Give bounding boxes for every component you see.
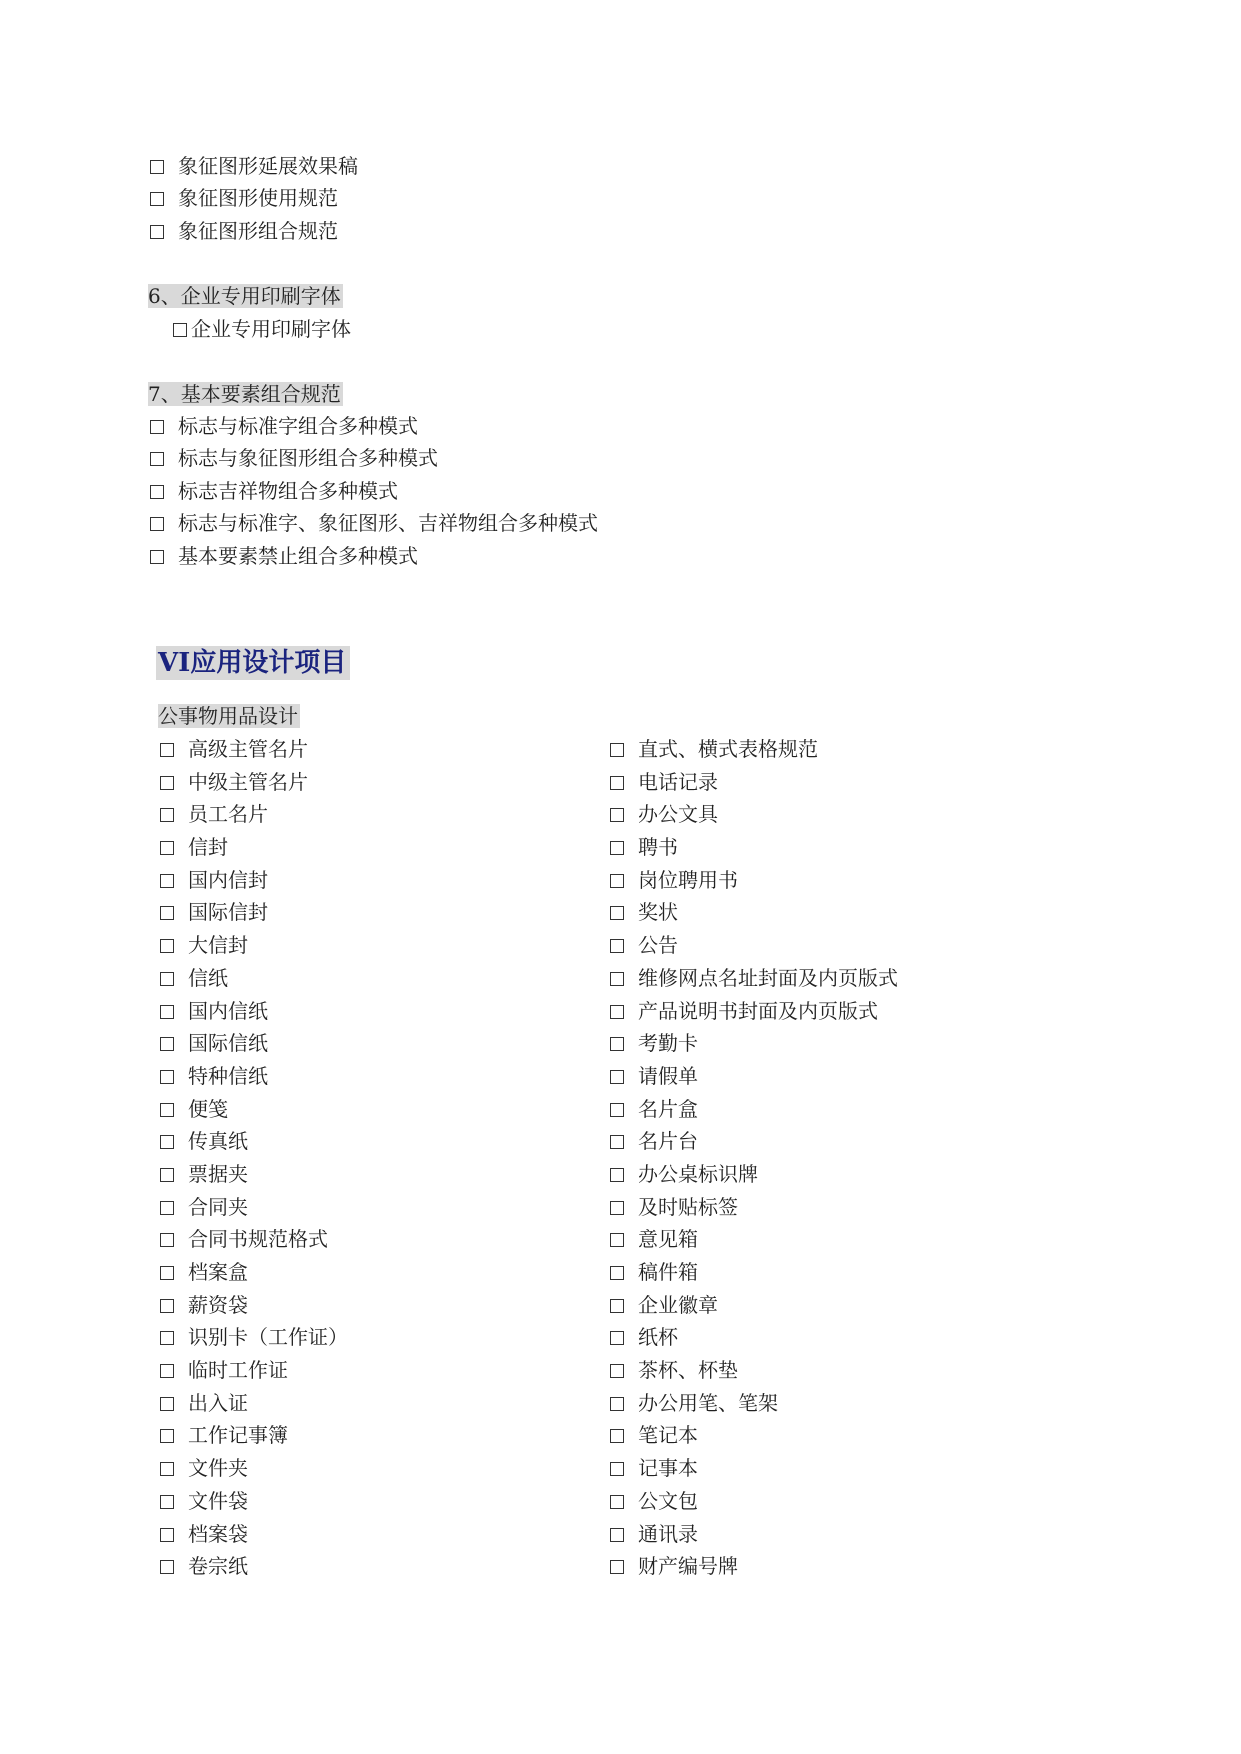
list-item: 纸杯 — [610, 1321, 898, 1354]
checkbox-icon — [160, 1528, 174, 1542]
list-item: 特种信纸 — [160, 1060, 348, 1093]
list-item: 茶杯、杯垫 — [610, 1354, 898, 1387]
list-item: 维修网点名址封面及内页版式 — [610, 962, 898, 995]
list-item: 标志吉祥物组合多种模式 — [150, 478, 398, 504]
list-item: 象征图形使用规范 — [150, 185, 338, 211]
list-item: 出入证 — [160, 1387, 348, 1420]
checkbox-icon — [160, 1070, 174, 1084]
checkbox-icon — [610, 1266, 624, 1280]
checkbox-icon — [160, 1103, 174, 1117]
checkbox-icon — [610, 1103, 624, 1117]
list-item: 文件夹 — [160, 1452, 348, 1485]
checkbox-icon — [610, 808, 624, 822]
list-item: 公告 — [610, 929, 898, 962]
list-item: 聘书 — [610, 831, 898, 864]
checkbox-icon — [610, 1005, 624, 1019]
list-item: 合同书规范格式 — [160, 1223, 348, 1256]
checkbox-icon — [610, 874, 624, 888]
checkbox-icon — [610, 1168, 624, 1182]
checkbox-icon — [610, 939, 624, 953]
list-item: 企业徽章 — [610, 1289, 898, 1322]
list-item: 国际信纸 — [160, 1027, 348, 1060]
checkbox-icon — [160, 1429, 174, 1443]
list-item: 记事本 — [610, 1452, 898, 1485]
checkbox-icon — [160, 743, 174, 757]
checkbox-icon — [160, 1495, 174, 1509]
checkbox-icon — [160, 1168, 174, 1182]
checkbox-icon — [150, 225, 164, 239]
checkbox-icon — [160, 1201, 174, 1215]
checkbox-icon — [160, 1397, 174, 1411]
checkbox-icon — [150, 160, 164, 174]
list-item: 国内信纸 — [160, 995, 348, 1028]
list-item: 国内信封 — [160, 864, 348, 897]
list-item: 办公文具 — [610, 798, 898, 831]
list-item: 考勤卡 — [610, 1027, 898, 1060]
checkbox-icon — [160, 972, 174, 986]
checkbox-icon — [160, 1135, 174, 1149]
list-item: 传真纸 — [160, 1125, 348, 1158]
checkbox-icon — [610, 1331, 624, 1345]
list-item: 文件袋 — [160, 1485, 348, 1518]
list-item: 中级主管名片 — [160, 766, 348, 799]
list-item: 信纸 — [160, 962, 348, 995]
checkbox-icon — [610, 1135, 624, 1149]
list-item: 标志与标准字组合多种模式 — [150, 413, 418, 439]
list-item: 大信封 — [160, 929, 348, 962]
checkbox-icon — [160, 1037, 174, 1051]
list-item: 档案盒 — [160, 1256, 348, 1289]
checkbox-icon — [160, 1560, 174, 1574]
checkbox-icon — [160, 776, 174, 790]
list-item: 国际信封 — [160, 896, 348, 929]
checkbox-icon — [610, 906, 624, 920]
list-item: 直式、横式表格规范 — [610, 733, 898, 766]
list-item: 岗位聘用书 — [610, 864, 898, 897]
checkbox-icon — [150, 420, 164, 434]
checkbox-icon — [160, 1233, 174, 1247]
list-item: 办公用笔、笔架 — [610, 1387, 898, 1420]
checkbox-icon — [610, 841, 624, 855]
checkbox-icon — [610, 1429, 624, 1443]
list-item: 企业专用印刷字体 — [173, 316, 351, 342]
checkbox-icon — [150, 452, 164, 466]
checkbox-icon — [610, 1397, 624, 1411]
page-title: VI应用设计项目 — [156, 646, 350, 680]
checkbox-icon — [160, 1462, 174, 1476]
list-item: 票据夹 — [160, 1158, 348, 1191]
checkbox-icon — [160, 906, 174, 920]
list-item: 卷宗纸 — [160, 1550, 348, 1583]
list-item: 及时贴标签 — [610, 1191, 898, 1224]
checkbox-icon — [160, 1005, 174, 1019]
list-item: 象征图形延展效果稿 — [150, 153, 358, 179]
list-item: 合同夹 — [160, 1191, 348, 1224]
checkbox-icon — [610, 743, 624, 757]
checkbox-icon — [150, 517, 164, 531]
list-item: 临时工作证 — [160, 1354, 348, 1387]
list-item: 笔记本 — [610, 1419, 898, 1452]
list-item: 识别卡（工作证） — [160, 1321, 348, 1354]
list-item: 通讯录 — [610, 1518, 898, 1551]
list-item: 请假单 — [610, 1060, 898, 1093]
list-item: 标志与标准字、象征图形、吉祥物组合多种模式 — [150, 510, 598, 536]
section-subtitle: 公事物用品设计 — [158, 704, 298, 728]
checkbox-icon — [150, 550, 164, 564]
checkbox-icon — [610, 1495, 624, 1509]
list-item: 薪资袋 — [160, 1289, 348, 1322]
list-item: 电话记录 — [610, 766, 898, 799]
checkbox-icon — [610, 1364, 624, 1378]
list-item: 象征图形组合规范 — [150, 218, 338, 244]
section-heading: 6、企业专用印刷字体 — [148, 284, 341, 308]
list-item: 名片盒 — [610, 1093, 898, 1126]
list-item: 基本要素禁止组合多种模式 — [150, 543, 418, 569]
list-item: 信封 — [160, 831, 348, 864]
checkbox-icon — [610, 776, 624, 790]
list-item: 名片台 — [610, 1125, 898, 1158]
list-item: 奖状 — [610, 896, 898, 929]
checkbox-icon — [160, 808, 174, 822]
checkbox-icon — [610, 972, 624, 986]
checkbox-icon — [160, 1266, 174, 1280]
list-item: 财产编号牌 — [610, 1550, 898, 1583]
list-item: 稿件箱 — [610, 1256, 898, 1289]
checkbox-icon — [610, 1528, 624, 1542]
left-column — [160, 733, 348, 1583]
checkbox-icon — [610, 1560, 624, 1574]
list-item: 便笺 — [160, 1093, 348, 1126]
list-item: 员工名片 — [160, 798, 348, 831]
checkbox-icon — [610, 1233, 624, 1247]
checkbox-icon — [150, 485, 164, 499]
checkbox-icon — [160, 841, 174, 855]
checkbox-icon — [610, 1037, 624, 1051]
list-item: 工作记事簿 — [160, 1419, 348, 1452]
checkbox-icon — [173, 323, 187, 337]
list-item: 档案袋 — [160, 1518, 348, 1551]
checkbox-icon — [160, 1331, 174, 1345]
list-item: 办公桌标识牌 — [610, 1158, 898, 1191]
checkbox-icon — [160, 874, 174, 888]
list-item: 意见箱 — [610, 1223, 898, 1256]
checkbox-icon — [610, 1201, 624, 1215]
checkbox-icon — [610, 1070, 624, 1084]
checkbox-icon — [160, 1299, 174, 1313]
checkbox-icon — [150, 192, 164, 206]
list-item: 公文包 — [610, 1485, 898, 1518]
checkbox-icon — [610, 1299, 624, 1313]
checkbox-icon — [160, 939, 174, 953]
right-column — [610, 733, 898, 1583]
checkbox-icon — [610, 1462, 624, 1476]
checkbox-icon — [160, 1364, 174, 1378]
list-item: 高级主管名片 — [160, 733, 348, 766]
section-heading: 7、基本要素组合规范 — [148, 382, 341, 406]
list-item: 产品说明书封面及内页版式 — [610, 995, 898, 1028]
list-item: 标志与象征图形组合多种模式 — [150, 445, 438, 471]
